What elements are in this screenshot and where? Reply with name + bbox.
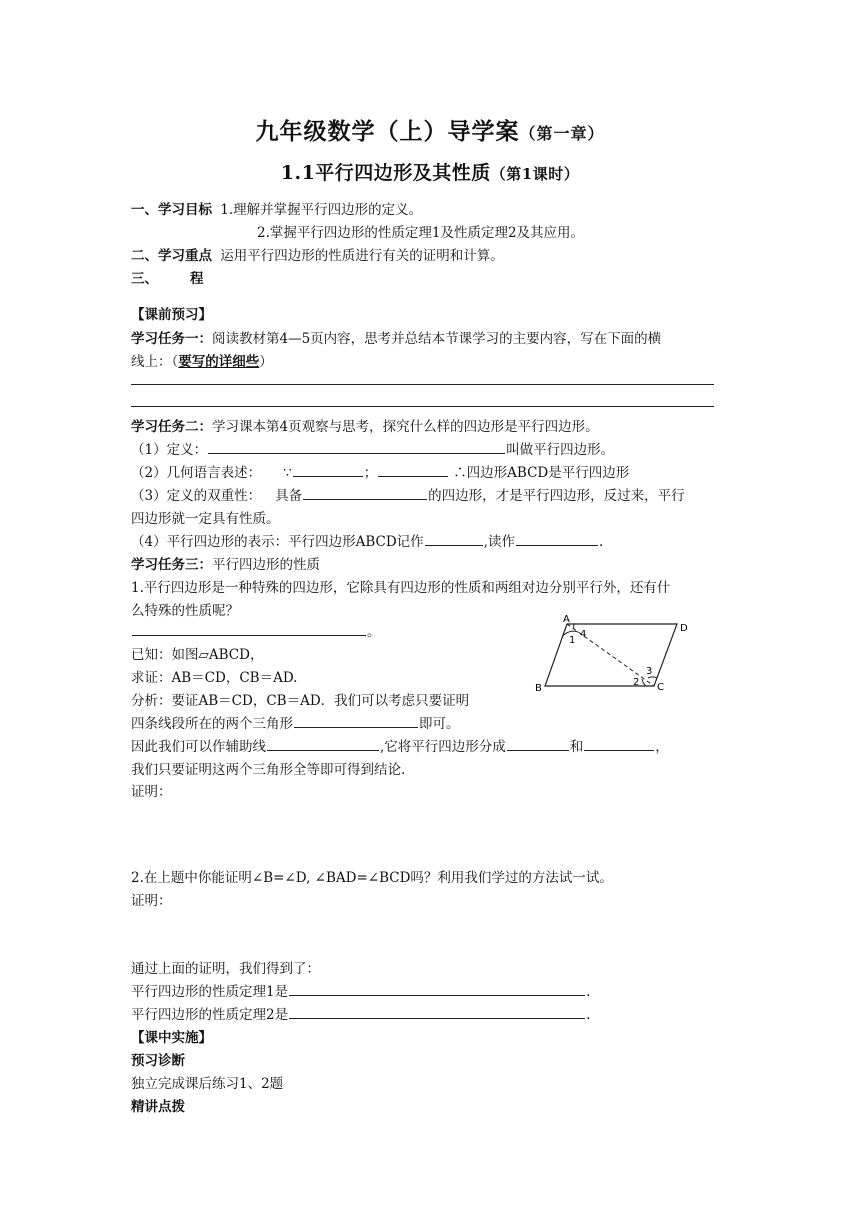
- duality-line2: 四边形就一定具有性质。: [131, 511, 280, 527]
- focus-line: [131, 244, 504, 264]
- page-title: 九年级数学（上）导学案（第一章）: [255, 118, 605, 145]
- aux-line-blank[interactable]: [267, 737, 379, 751]
- triangle-blank-1[interactable]: [507, 737, 569, 751]
- question1-answer: 。: [131, 620, 381, 640]
- condition-blank-1[interactable]: [293, 463, 363, 477]
- parallelogram-figure: [530, 612, 700, 696]
- notation-blank[interactable]: [425, 532, 483, 546]
- angle-arc-3: [648, 677, 657, 678]
- triangle-blank-2[interactable]: [584, 737, 654, 751]
- label-b: B: [535, 683, 542, 694]
- label-a: A: [563, 614, 570, 625]
- chapter-label: （第一章）: [519, 124, 605, 143]
- task1-emphasis: 要写的详细些: [178, 354, 260, 370]
- reading-blank[interactable]: [516, 532, 598, 546]
- auxiliary-line: 因此我们可以作辅助线 ,它将平行四边形分成 和 ，: [131, 739, 669, 755]
- label-d: D: [680, 623, 688, 634]
- question1-line1: 1.平行四边形是一种特殊的四边形，它除具有四边形的性质和两组对边分别平行外，还有什: [131, 580, 671, 596]
- task2-line1: [131, 415, 599, 435]
- duality-line: （3）定义的双重性： 具备 的四边形，才是平行四边形，反过来，平行: [131, 488, 685, 504]
- focus-label: 二、学习重点: [131, 248, 212, 264]
- property-blank[interactable]: [132, 622, 366, 636]
- goals-label: 一、学习目标: [131, 202, 212, 218]
- task1-line1: [131, 327, 661, 347]
- theorem2-line: 平行四边形的性质定理2是 .: [131, 1007, 591, 1023]
- proof2-label: 证明：: [131, 893, 172, 909]
- angle-label-1: 1: [569, 635, 576, 646]
- condition-blank-2[interactable]: [378, 463, 448, 477]
- process-label: 三、 程: [131, 271, 204, 287]
- explain-heading: 精讲点拨: [131, 1099, 185, 1115]
- preview-heading: 【课前预习】: [131, 307, 212, 323]
- definition-blank[interactable]: [208, 440, 505, 454]
- duality-blank[interactable]: [303, 486, 427, 500]
- conclusion-intro: 通过上面的证明，我们得到了：: [131, 961, 320, 977]
- prove-line: 求证：AB＝CD，CB＝AD.: [131, 670, 298, 686]
- task1-line2: 线上：（要写的详细些）: [131, 354, 273, 370]
- question1-line2: 么特殊的性质呢？: [131, 603, 239, 619]
- period-label: （第1课时）: [490, 165, 580, 183]
- task1-label: 学习任务一：: [131, 331, 212, 347]
- theorem1-line: 平行四边形的性质定理1是 .: [131, 984, 591, 1000]
- given-line: 已知：如图▱ABCD，: [131, 647, 264, 663]
- goal-item-1: 1.理解并掌握平行四边形的定义。: [220, 202, 423, 218]
- parallelogram-shape: [545, 624, 677, 686]
- task3-line1: [131, 553, 320, 573]
- goals-line1: [131, 198, 422, 218]
- task2-text: 学习课本第4页观察与思考，探究什么样的四边形是平行四边形。: [212, 419, 599, 435]
- angle-arc-2: [642, 679, 646, 686]
- diagnosis-text: 独立完成课后练习1、2题: [131, 1076, 284, 1092]
- theorem2-blank[interactable]: [289, 1005, 585, 1019]
- diagnosis-heading: 预习诊断: [131, 1053, 185, 1069]
- notation-line: （4）平行四边形的表示：平行四边形ABCD记作 ,读作 .: [131, 534, 604, 550]
- auxiliary-line2: 我们只要证明这两个三角形全等即可得到结论.: [131, 762, 406, 778]
- focus-text: 运用平行四边形的性质进行有关的证明和计算。: [220, 248, 504, 264]
- angle-label-3: 3: [646, 666, 653, 677]
- task3-text: 平行四边形的性质: [212, 557, 320, 573]
- analysis-line2: 四条线段所在的两个三角形 即可。: [131, 716, 460, 732]
- geometry-line: （2）几何语言表述： ∵ ； ∴四边形ABCD是平行四边形: [131, 465, 630, 481]
- analysis-line: 分析：要证AB＝CD，CB＝AD．我们可以考虑只要证明: [131, 693, 470, 709]
- theorem1-blank[interactable]: [289, 982, 585, 996]
- question2-line: 2.在上题中你能证明∠B=∠D, ∠BAD=∠BCD吗？利用我们学过的方法试一试。: [131, 870, 613, 886]
- task3-label: 学习任务三：: [131, 557, 212, 573]
- lesson-title: 1.1平行四边形及其性质（第1课时）: [280, 162, 580, 184]
- answer-line-1[interactable]: [131, 384, 714, 385]
- label-c: C: [657, 682, 664, 693]
- task2-label: 学习任务二：: [131, 419, 212, 435]
- proof-label: 证明：: [131, 784, 172, 800]
- angle-label-2: 2: [633, 677, 640, 688]
- goal-item-2: 2.掌握平行四边形的性质定理1及性质定理2及其应用。: [257, 225, 585, 241]
- angle-label-4: 4: [580, 629, 587, 640]
- triangles-blank[interactable]: [294, 714, 418, 728]
- definition-line: （1）定义： 叫做平行四边形。: [131, 442, 615, 458]
- task1-text: 阅读教材第4—5页内容，思考并总结本节课学习的主要内容，写在下面的横: [212, 331, 662, 347]
- answer-line-2[interactable]: [131, 406, 714, 407]
- inclass-heading: 【课中实施】: [131, 1030, 212, 1046]
